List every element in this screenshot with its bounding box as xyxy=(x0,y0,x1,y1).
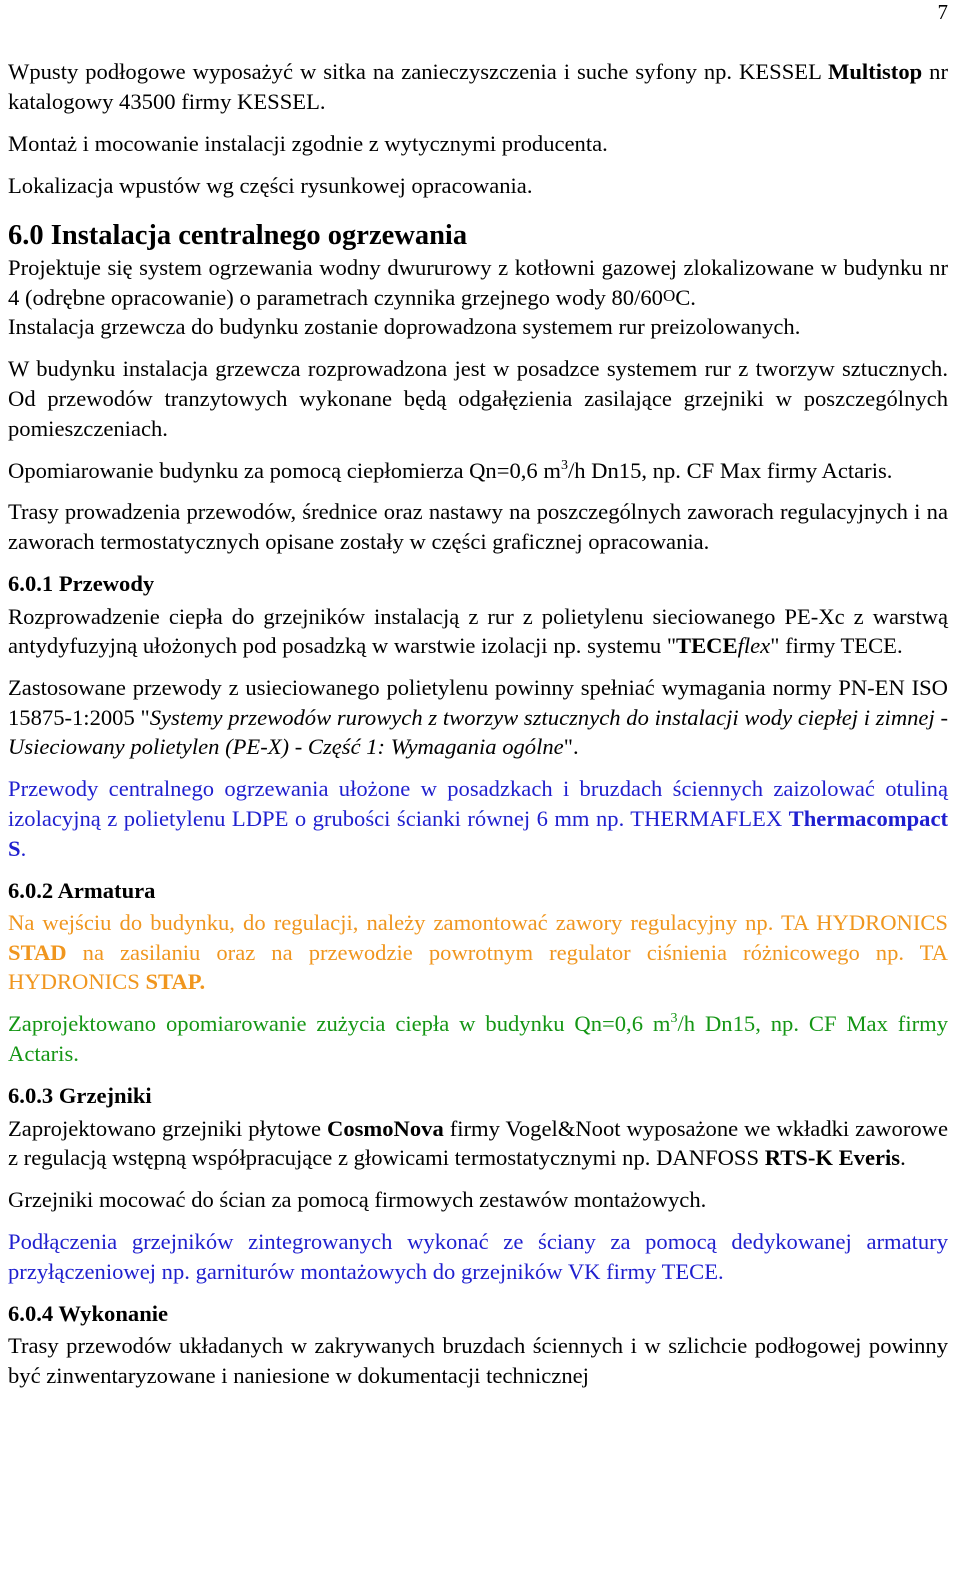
paragraph-connections: Podłączenia grzejników zintegrowanych wykonać ze ściany za pomocą dedykowanej armatury przyłączeniowej np. garniturów montażowych do grzejników VK firmy TECE. xyxy=(8,1229,948,1284)
product-name: Multistop xyxy=(828,59,923,84)
text: Zastosowane przewody z usieciowanego polietylenu powinny spełniać wymagania normy PN-EN ISO 15875-1:2005 " xyxy=(8,675,948,730)
text: nr katalogowy 43500 firmy KESSEL. xyxy=(8,59,948,114)
section-heading-6-0-2: 6.0.2 Armatura xyxy=(8,877,156,903)
section-heading-6-0-1: 6.0.1 Przewody xyxy=(8,571,155,597)
superscript: 3 xyxy=(560,457,568,473)
paragraph-system xyxy=(8,253,948,312)
paragraph-routes: Trasy prowadzenia przewodów, średnice oraz nastawy na poszczególnych zaworach regulacyjnych i na zaworach termostatycznych opisane zostały w części graficznej opracowania. xyxy=(8,499,948,555)
product-name: RTS-K Everis xyxy=(764,1145,901,1171)
text: . xyxy=(900,1145,906,1171)
paragraph-standard xyxy=(8,673,948,762)
paragraph-location: Lokalizacja wpustów wg części rysunkowej opracowania. xyxy=(8,172,533,198)
section-heading-6-0-3: 6.0.3 Grzejniki xyxy=(8,1082,152,1108)
text: Projektuje się system ogrzewania wodny dwururowy z kotłowni gazowej zlokalizowane w budynku nr 4 (odrębne opracowanie) o parametrach czynnika grzejnego wody 80/60 xyxy=(8,255,948,310)
text: ". xyxy=(563,734,579,760)
paragraph-heat-metering xyxy=(8,1009,948,1068)
text: Opomiarowanie budynku za pomocą ciepłomierza Qn=0,6 m xyxy=(8,457,561,483)
text: Zaprojektowano opomiarowanie zużycia ciepła w budynku Qn=0,6 m xyxy=(8,1011,671,1037)
brand-name-italic: flex xyxy=(737,633,771,659)
paragraph-valves xyxy=(8,908,948,997)
text: C. xyxy=(675,284,696,310)
standard-title: Systemy przewodów rurowych z tworzyw sztucznych do instalacji wody ciepłej i zimnej - Usieciowany polietylen (PE-X) - Część 1: Wymagania ogólne xyxy=(8,704,948,760)
superscript: 3 xyxy=(670,1011,678,1027)
product-name: CosmoNova xyxy=(327,1115,444,1141)
text: /h Dn15, np. CF Max firmy Actaris. xyxy=(8,1011,948,1066)
text: na zasilaniu oraz na przewodzie powrotnym regulator ciśnienia różnicowego np. TA HYDRONICS xyxy=(8,939,948,995)
section-heading-6-0: 6.0 Instalacja centralnego ogrzewania xyxy=(8,220,468,252)
paragraph-distribution: W budynku instalacja grzewcza rozprowadzona jest w posadzce systemem rur z tworzyw sztucznych. Od przewodów tranzytowych wykonane będą odgałęzienia zasilające grzejniki w poszczególnych pomieszczeniach. xyxy=(8,356,948,441)
paragraph-insulation xyxy=(8,774,948,863)
section-heading-6-0-4: 6.0.4 Wykonanie xyxy=(8,1300,169,1326)
text: Wpusty podłogowe wyposażyć w sitka na zanieczyszczenia i suche syfony np. KESSEL xyxy=(8,59,829,84)
paragraph-radiators xyxy=(8,1114,948,1173)
document-body xyxy=(8,57,948,1390)
paragraph-execution: Trasy przewodów układanych w zakrywanych bruzdach ściennych i w szlichcie podłogowej powinny być zinwentaryzowane i naniesione w dokumentacji technicznej xyxy=(8,1333,948,1388)
paragraph-metering xyxy=(8,456,948,486)
page-number: 7 xyxy=(937,0,948,24)
product-name: STAD xyxy=(8,939,67,965)
text: Zaprojektowano grzejniki płytowe xyxy=(8,1115,328,1141)
paragraph-pipes xyxy=(8,602,948,661)
degree-mark: O xyxy=(662,285,676,305)
text: /h Dn15, np. CF Max firmy Actaris. xyxy=(567,457,893,483)
text: Rozprowadzenie ciepła do grzejników instalacją z rur z polietylenu sieciowanego PE-Xc z warstwą antydyfuzyjną ułożonych pod posadzką w warstwie izolacji np. systemu " xyxy=(8,603,948,659)
paragraph-mounting: Montaż i mocowanie instalacji zgodnie z wytycznymi producenta. xyxy=(8,130,608,156)
text: " firmy TECE. xyxy=(770,633,903,659)
paragraph-drains xyxy=(8,57,948,116)
product-name: Thermacompact S xyxy=(8,806,948,861)
product-name: STAP. xyxy=(145,969,206,995)
text: firmy Vogel&Noot wyposażone we wkładki zaworowe z regulacją wstępną współpracujące z głowicami termostatycznymi np. DANFOSS xyxy=(8,1115,948,1171)
text: . xyxy=(20,835,27,861)
text: Na wejściu do budynku, do regulacji, należy zamontować zawory regulacyjny np. TA HYDRONICS xyxy=(8,910,948,936)
text: Przewody centralnego ogrzewania ułożone w posadzkach i bruzdach ściennych zaizolować otuliną izolacyjną z polietylenu LDPE o grubości ścianki równej 6 mm np. THERMAFLEX xyxy=(8,776,948,831)
paragraph-radiator-mounting: Grzejniki mocować do ścian za pomocą firmowych zestawów montażowych. xyxy=(8,1187,707,1213)
brand-name: TECE xyxy=(676,633,738,659)
paragraph-preinsulated: Instalacja grzewcza do budynku zostanie doprowadzona systemem rur preizolowanych. xyxy=(8,314,801,340)
